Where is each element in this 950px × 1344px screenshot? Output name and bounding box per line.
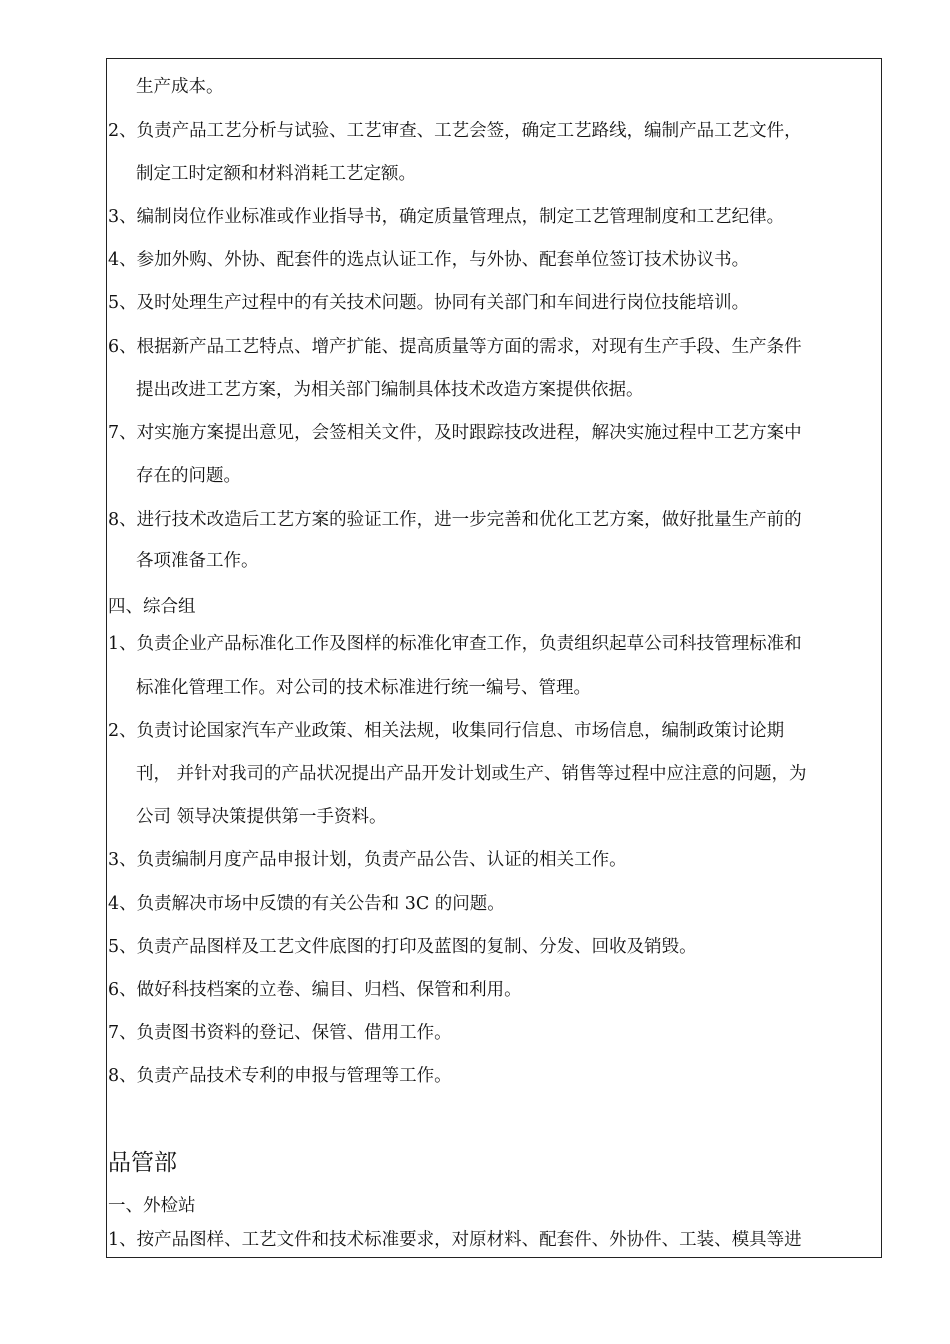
text-line: 公司 领导决策提供第一手资料。 [136,807,387,827]
text-line: 制定工时定额和材料消耗工艺定额。 [136,164,416,184]
text-line: 刊， 并针对我司的产品状况提出产品开发计划或生产、销售等过程中应注意的问题，为 [136,764,807,784]
text-line: 提出改进工艺方案，为相关部门编制具体技术改造方案提供依据。 [136,380,644,400]
list-item: 6、根据新产品工艺特点、增产扩能、提高质量等方面的需求，对现有生产手段、生产条件 [108,337,802,357]
department-heading: 品管部 [108,1150,177,1176]
list-item: 5、及时处理生产过程中的有关技术问题。协同有关部门和车间进行岗位技能培训。 [108,293,750,313]
list-item: 7、对实施方案提出意见，会签相关文件，及时跟踪技改进程，解决实施过程中工艺方案中 [108,423,802,443]
section-heading: 一、外检站 [108,1196,196,1216]
list-item: 2、负责讨论国家汽车产业政策、相关法规，收集同行信息、市场信息，编制政策讨论期 [108,721,785,741]
text-line: 各项准备工作。 [136,551,259,571]
list-item: 3、负责编制月度产品申报计划，负责产品公告、认证的相关工作。 [108,850,627,870]
section-heading: 四、综合组 [108,597,196,617]
list-item: 6、做好科技档案的立卷、编目、归档、保管和利用。 [108,980,522,1000]
list-item: 7、负责图书资料的登记、保管、借用工作。 [108,1023,452,1043]
list-item: 1、负责企业产品标准化工作及图样的标准化审查工作，负责组织起草公司科技管理标准和 [108,634,802,654]
list-item: 1、按产品图样、工艺文件和技术标准要求，对原材料、配套件、外协件、工装、模具等进 [108,1230,802,1250]
list-item: 4、负责解决市场中反馈的有关公告和 3C 的问题。 [108,894,505,914]
text-line: 标准化管理工作。对公司的技术标准进行统一编号、管理。 [136,678,591,698]
list-item: 8、负责产品技术专利的申报与管理等工作。 [108,1066,452,1086]
text-line: 存在的问题。 [136,466,241,486]
list-item: 5、负责产品图样及工艺文件底图的打印及蓝图的复制、分发、回收及销毁。 [108,937,697,957]
text-line: 生产成本。 [136,77,224,97]
list-item: 8、进行技术改造后工艺方案的验证工作，进一步完善和优化工艺方案，做好批量生产前的 [108,510,802,530]
list-item: 2、负责产品工艺分析与试验、工艺审查、工艺会签，确定工艺路线，编制产品工艺文件， [108,121,802,141]
list-item: 3、编制岗位作业标准或作业指导书，确定质量管理点，制定工艺管理制度和工艺纪律。 [108,207,785,227]
list-item: 4、参加外购、外协、配套件的选点认证工作，与外协、配套单位签订技术协议书。 [108,250,750,270]
